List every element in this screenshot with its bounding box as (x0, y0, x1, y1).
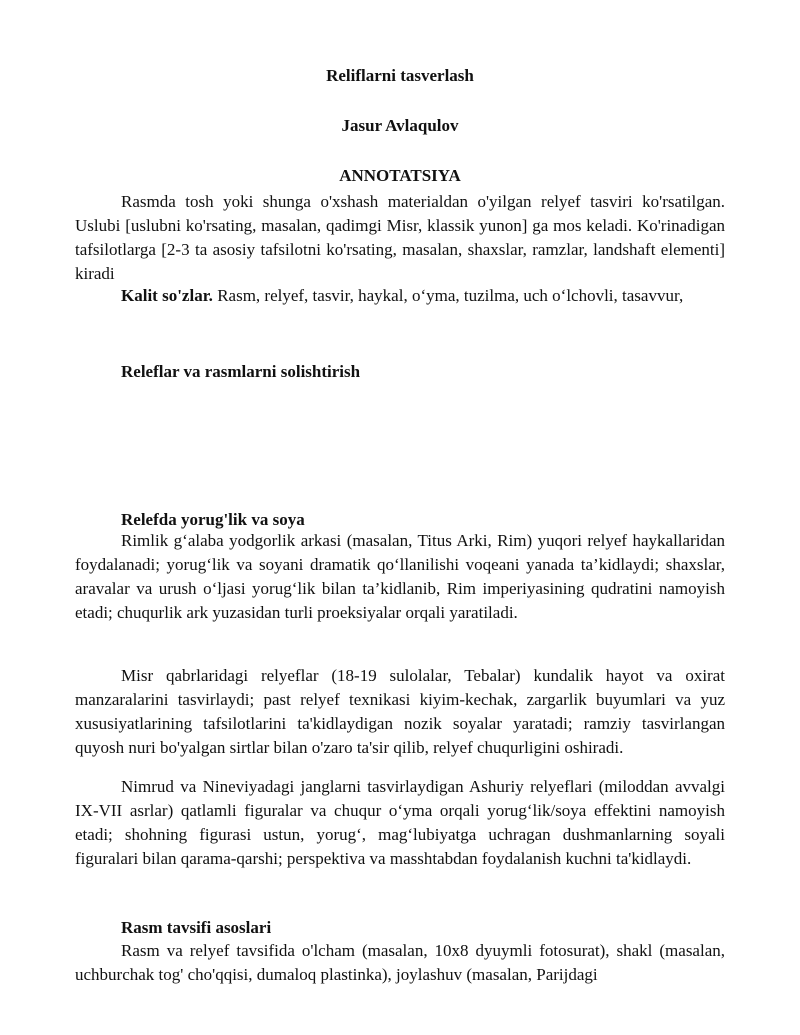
paragraph-assyrian-reliefs: Nimrud va Nineviyadagi janglarni tasvirlaydigan Ashuriy relyeflari (miloddan avvalgi IX-VII asrlar) qatlamli figuralar va chuqur o‘yma orqali yorug‘lik/soya effektini namoyish etadi; shohning figurasi ustun, yorug‘, mag‘lubiyatga uchragan dushmanlarning soyali figuralari bilan qarama-qarshi; perspektiva va masshtabdan foydalanish kuchni ta'kidlaydi. (75, 777, 725, 868)
section-heading-comparison: Releflar va rasmlarni solishtirish (121, 362, 361, 381)
paragraph-description-basics: Rasm va relyef tavsifida o'lcham (masalan, 10x8 dyuymli fotosurat), shakl (masalan, uchburchak tog' cho'qqisi, dumaloq plastinka), joylashuv (masalan, Parijdagi (75, 941, 725, 984)
section-heading-light-shadow: Relefda yorug'lik va soya (121, 510, 305, 529)
document-title: Reliflarni tasverlash (326, 66, 474, 85)
section-heading-description-basics: Rasm tavsifi asoslari (121, 918, 272, 937)
annotation-heading: ANNOTATSIYA (339, 166, 461, 185)
paragraph-egyptian-tombs: Misr qabrlaridagi relyeflar (18-19 sulolalar, Tebalar) kundalik hayot va oxirat manzaralarini tasvirlaydi; past relyef texnikasi kiyim-kechak, zargarlik buyumlari va yuz xususiyatlarining tafsilotlarini ta'kidlaydigan nozik soyalar yaratadi; ramziy tasvirlangan quyosh nuri bo'yalgan sirtlar bilan o'zaro ta'sir qilib, relyef chuqurligini oshiradi. (75, 666, 725, 757)
keywords-line (121, 286, 741, 306)
document-author: Jasur Avlaqulov (341, 116, 459, 135)
keywords-label: Kalit so'zlar. (121, 286, 213, 305)
keywords-text: Rasm, relyef, tasvir, haykal, o‘yma, tuzilma, uch o‘lchovli, tasavvur, (212, 286, 684, 305)
annotation-text: Rasmda tosh yoki shunga o'xshash materialdan o'yilgan relyef tasviri ko'rsatilgan. Uslubi [uslubni ko'rsating, masalan, qadimgi Misr, klassik yunon] ga mos keladi. Ko'rinadigan tafsilotlarga [2-3 ta asosiy tafsilotni ko'rsating, masalan, shaxslar, ramzlar, landshaft elementi] kiradi (75, 192, 725, 283)
paragraph-roman-arch: Rimlik g‘alaba yodgorlik arkasi (masalan, Titus Arki, Rim) yuqori relyef haykallaridan foydalanadi; yorug‘lik va soyani dramatik qo‘llanilishi voqeani yanada ta’kidlaydi; shaxslar, aravalar va urush o‘ljasi yorug‘lik bilan ta’kidlanib, Rim imperiyasining qudratini namoyish etadi; chuqurlik ark yuzasidan turli proeksiyalar orqali yaratiladi. (75, 531, 725, 622)
